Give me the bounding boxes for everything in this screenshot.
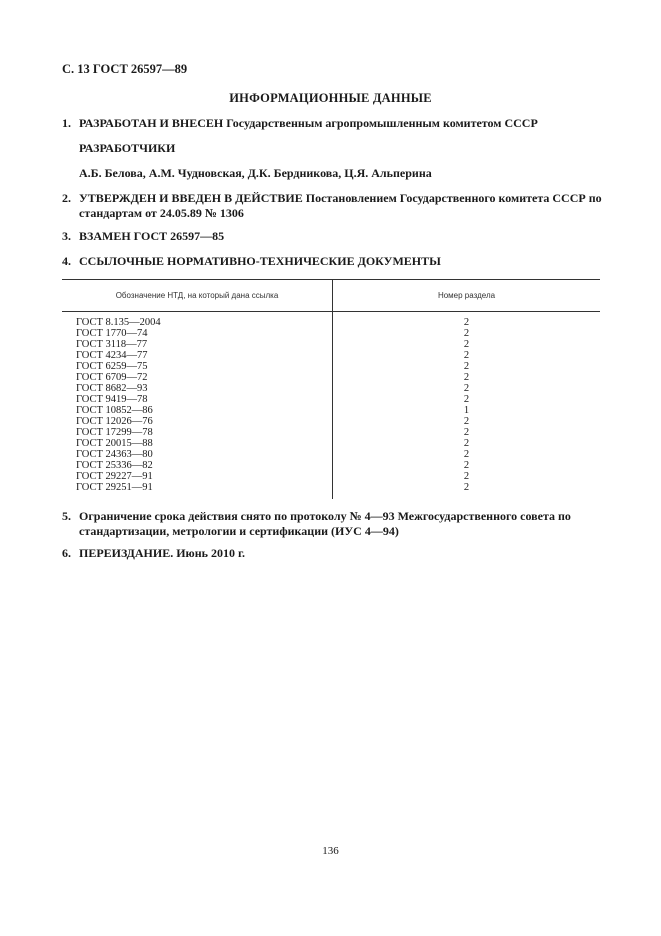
table-cell-section: 2 [463, 328, 470, 339]
table-cell-section: 2 [463, 339, 470, 350]
section-column [333, 312, 601, 500]
table-cell-code: ГОСТ 20015—88 [76, 438, 153, 449]
column-header-designation: Обозначение НТД, на который дана ссылка [62, 280, 333, 312]
table-cell-code: ГОСТ 8682—93 [76, 383, 148, 394]
table-cell-section: 2 [463, 449, 470, 460]
table-cell-section: 2 [463, 482, 470, 493]
table-cell-section: 2 [463, 438, 470, 449]
table-body-row [62, 312, 600, 500]
item-number: 5. [62, 509, 71, 523]
developers-list: А.Б. Белова, А.М. Чудновская, Д.К. Бердникова, Ц.Я. Альперина [79, 166, 432, 180]
item-text: УТВЕРЖДЕН И ВВЕДЕН В ДЕЙСТВИЕ Постановлением Государственного комитета СССР по стандартам от 24.05.89 № 1306 [79, 191, 602, 220]
page-number: 136 [322, 845, 339, 857]
item-number: 1. [62, 116, 71, 130]
table-cell-code: ГОСТ 17299—78 [76, 427, 153, 438]
document-title: ИНФОРМАЦИОННЫЕ ДАННЫЕ [229, 91, 432, 105]
table-cell-section: 2 [463, 317, 470, 328]
table-cell-section: 2 [463, 471, 470, 482]
table-cell-section: 1 [463, 405, 470, 416]
table-cell-code: ГОСТ 12026—76 [76, 416, 153, 427]
table-cell-section: 2 [463, 350, 470, 361]
table-cell-section: 2 [463, 383, 470, 394]
item-5 [62, 509, 602, 539]
item-number: 3. [62, 229, 71, 243]
item-number: 6. [62, 546, 71, 560]
table-cell-section: 2 [463, 361, 470, 372]
table-header-row [62, 280, 600, 312]
item-text: ССЫЛОЧНЫЕ НОРМАТИВНО-ТЕХНИЧЕСКИЕ ДОКУМЕНТЫ [79, 254, 441, 268]
table-cell-code: ГОСТ 25336—82 [76, 460, 153, 471]
table-cell-section: 2 [463, 427, 470, 438]
item-number: 2. [62, 191, 71, 205]
page-header: С. 13 ГОСТ 26597—89 [62, 62, 188, 76]
item-6 [62, 546, 602, 561]
item-number: 4. [62, 254, 71, 268]
table-cell-code: ГОСТ 1770—74 [76, 328, 148, 339]
table-cell-code: ГОСТ 9419—78 [76, 394, 148, 405]
item-2 [62, 191, 602, 221]
table-cell-code: ГОСТ 8.135—2004 [76, 317, 161, 328]
developers-heading: РАЗРАБОТЧИКИ [79, 141, 176, 155]
item-text: Ограничение срока действия снято по протоколу № 4—93 Межгосударственного совета по стандартизации, метрологии и сертификации (ИУС 4—94) [79, 509, 571, 538]
item-3 [62, 229, 602, 244]
reference-documents-table [62, 279, 600, 499]
table-cell-section: 2 [463, 460, 470, 471]
table-cell-code: ГОСТ 4234—77 [76, 350, 148, 361]
table-cell-section: 2 [463, 416, 470, 427]
table-cell-section: 2 [463, 372, 470, 383]
item-text: ВЗАМЕН ГОСТ 26597—85 [79, 229, 225, 243]
column-header-section: Номер раздела [333, 280, 601, 312]
table-cell-code: ГОСТ 24363—80 [76, 449, 153, 460]
designation-column [62, 312, 333, 500]
table-cell-code: ГОСТ 3118—77 [76, 339, 148, 350]
table-cell-code: ГОСТ 10852—86 [76, 405, 153, 416]
table-cell-code: ГОСТ 29227—91 [76, 471, 153, 482]
table-cell-section: 2 [463, 394, 470, 405]
item-1 [62, 116, 602, 131]
item-4 [62, 254, 602, 269]
table-cell-code: ГОСТ 6259—75 [76, 361, 148, 372]
item-text: РАЗРАБОТАН И ВНЕСЕН Государственным агропромышленным комитетом СССР [79, 116, 538, 130]
item-text: ПЕРЕИЗДАНИЕ. Июнь 2010 г. [79, 546, 246, 560]
table-cell-code: ГОСТ 29251—91 [76, 482, 153, 493]
table-cell-code: ГОСТ 6709—72 [76, 372, 148, 383]
